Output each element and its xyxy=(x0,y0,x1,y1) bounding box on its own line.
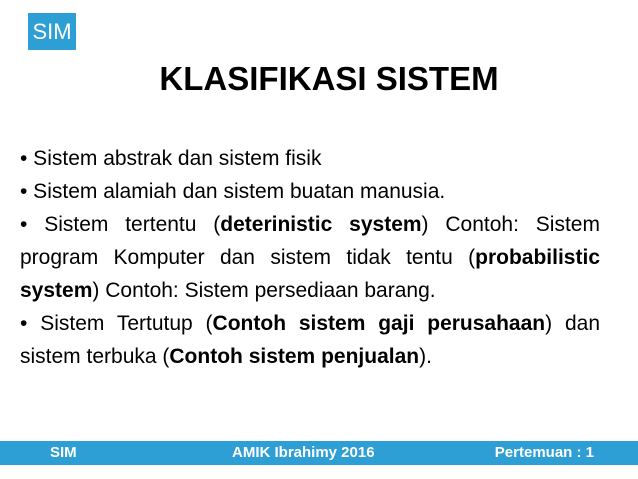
footer-bar xyxy=(0,441,638,465)
text: • Sistem tertentu ( xyxy=(20,213,221,236)
text: ) dan sistem terbuka ( xyxy=(20,312,600,368)
footer-right: Pertemuan : 1 xyxy=(494,444,594,461)
closed-example: Contoh sistem gaji perusahaan xyxy=(212,312,546,335)
footer-center: AMIK Ibrahimy 2016 xyxy=(232,444,375,461)
sim-badge: SIM xyxy=(28,13,76,50)
slide-title: KLASIFIKASI SISTEM xyxy=(159,60,499,97)
bullet-deterministic xyxy=(20,208,600,307)
text: ) Contoh: Sistem persediaan barang. xyxy=(92,279,436,302)
open-example: Contoh sistem penjualan xyxy=(169,345,420,368)
bullet-natural-manmade: • Sistem alamiah dan sistem buatan manusia. xyxy=(20,180,446,203)
deterministic-term: deterinistic system xyxy=(220,213,422,236)
footer-left: SIM xyxy=(50,444,77,461)
bullet-abstract-physical: • Sistem abstrak dan sistem fisik xyxy=(20,147,322,170)
probabilistic-term: probabilistic system xyxy=(20,246,600,302)
text: ) Contoh: Sistem program Komputer dan sistem tidak tentu ( xyxy=(20,213,600,269)
slide-content xyxy=(20,142,600,373)
bullet-closed-open xyxy=(20,307,600,373)
text: • Sistem Tertutup ( xyxy=(20,312,213,335)
text: ). xyxy=(419,345,432,368)
